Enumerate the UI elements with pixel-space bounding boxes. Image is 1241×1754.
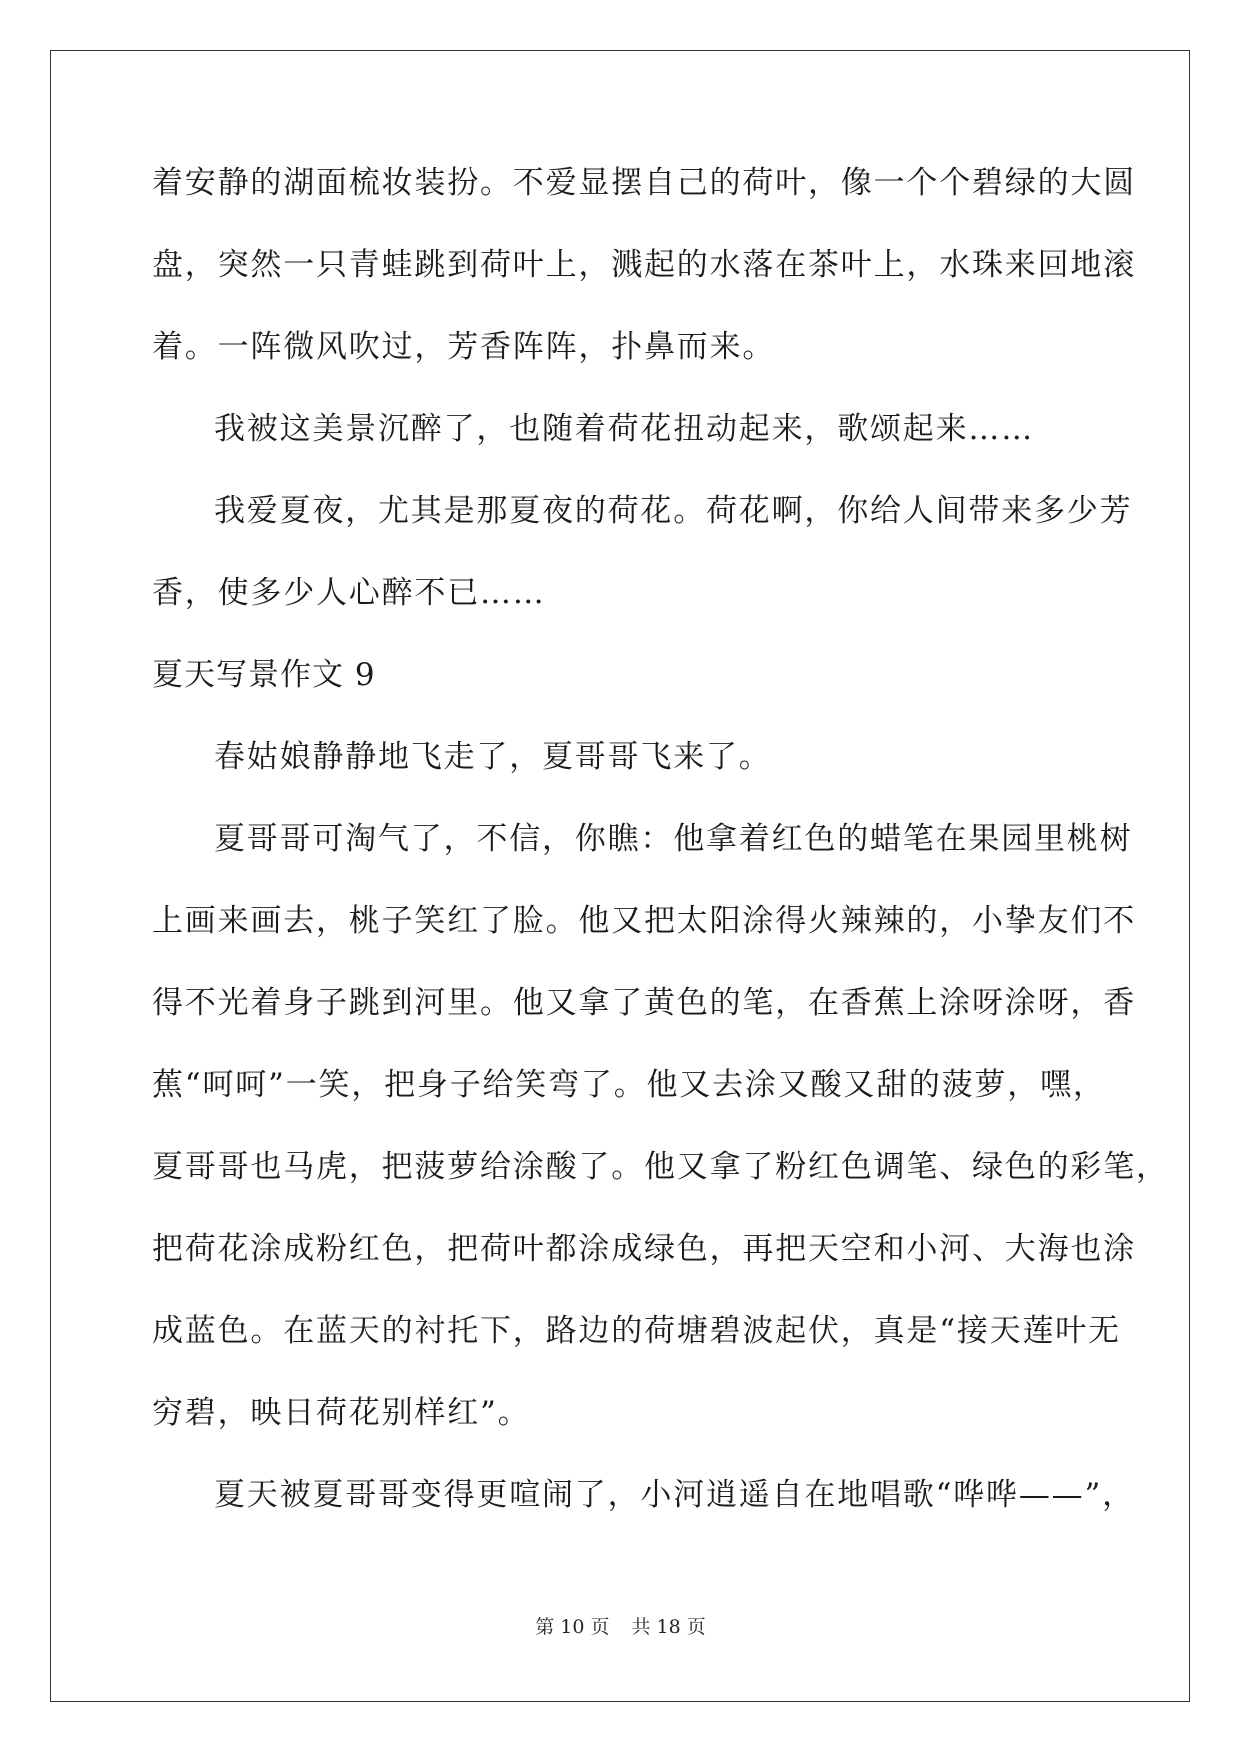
text-line: 穷碧，映日荷花别样红”。 — [152, 1395, 531, 1431]
text-line: 夏哥哥也马虎，把菠萝给涂酸了。他又拿了粉红色调笔、绿色的彩笔， — [152, 1149, 1169, 1185]
text-line: 成蓝色。在蓝天的衬托下，路边的荷塘碧波起伏，真是“接天莲叶无 — [152, 1313, 1121, 1349]
total-pages: 共 18 页 — [631, 1616, 706, 1638]
paragraph-start-line: 我被这美景沉醉了，也随着荷花扭动起来，歌颂起来…… — [214, 411, 1034, 447]
text-line: 着。一阵微风吹过，芳香阵阵，扑鼻而来。 — [152, 329, 776, 365]
paragraph-start-line: 我爱夏夜，尤其是那夏夜的荷花。荷花啊，你给人间带来多少芳 — [214, 493, 1133, 529]
page-number: 第 10 页 — [535, 1616, 610, 1638]
page-footer — [0, 1612, 1241, 1639]
text-line: 把荷花涂成粉红色，把荷叶都涂成绿色，再把天空和小河、大海也涂 — [152, 1231, 1136, 1267]
text-line: 得不光着身子跳到河里。他又拿了黄色的笔，在香蕉上涂呀涂呀，香 — [152, 985, 1136, 1021]
text-line: 盘，突然一只青蛙跳到荷叶上，溅起的水落在茶叶上，水珠来回地滚 — [152, 247, 1136, 283]
text-line: 香，使多少人心醉不已…… — [152, 575, 546, 611]
paragraph-start-line: 夏天被夏哥哥变得更喧闹了，小河逍遥自在地唱歌“哗哗——”， — [214, 1477, 1135, 1513]
section-heading: 夏天写景作文 9 — [152, 657, 376, 693]
document-body — [152, 158, 1169, 1552]
paragraph-start-line: 春姑娘静静地飞走了，夏哥哥飞来了。 — [214, 739, 772, 775]
text-line: 上画来画去，桃子笑红了脸。他又把太阳涂得火辣辣的，小挚友们不 — [152, 903, 1136, 939]
text-line: 蕉“呵呵”一笑，把身子给笑弯了。他又去涂又酸又甜的菠萝，嘿， — [152, 1067, 1106, 1103]
paragraph-start-line: 夏哥哥可淘气了，不信，你瞧：他拿着红色的蜡笔在果园里桃树 — [214, 821, 1133, 857]
text-line: 着安静的湖面梳妆装扮。不爱显摆自己的荷叶，像一个个碧绿的大圆 — [152, 165, 1136, 201]
